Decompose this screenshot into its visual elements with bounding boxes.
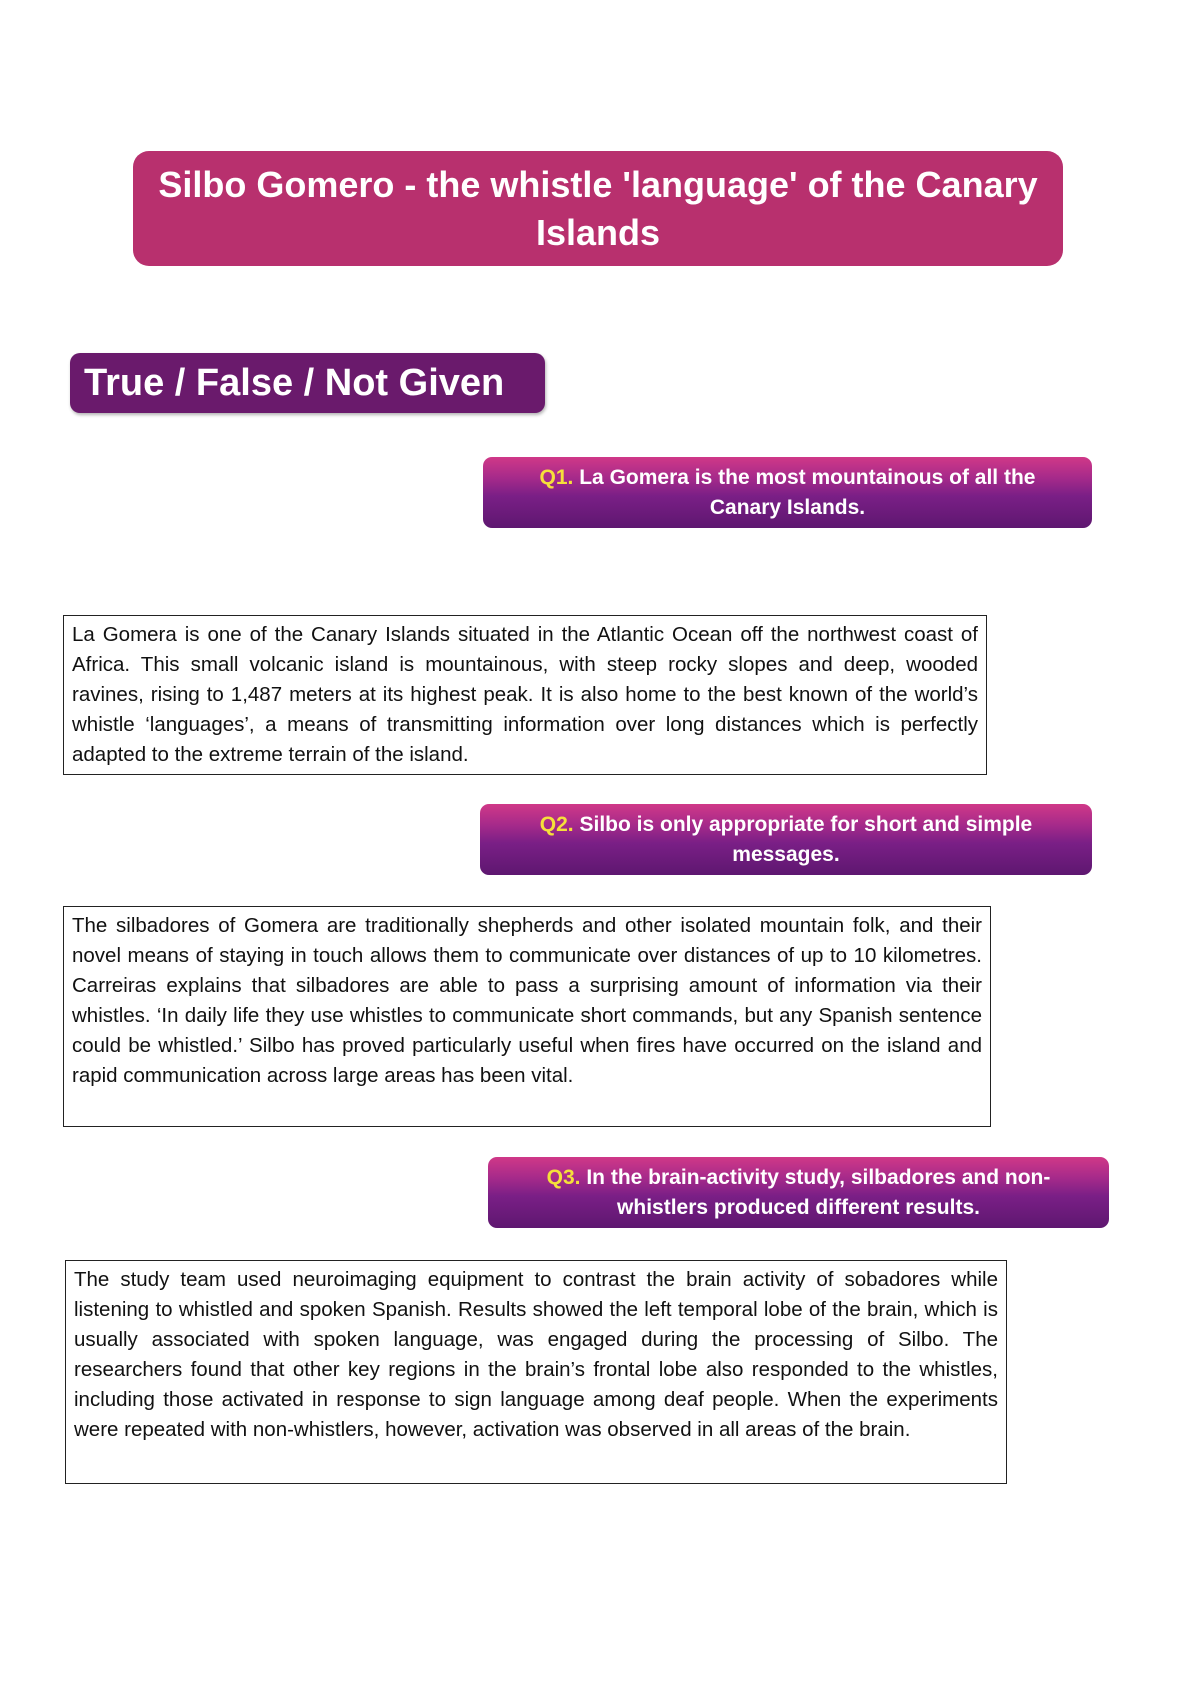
question-2-statement: Silbo is only appropriate for short and simple messages. (579, 812, 1033, 866)
question-3-box (488, 1157, 1109, 1228)
passage-2: The silbadores of Gomera are traditionally shepherds and other isolated mountain folk, and their novel means of staying in touch allows them to communicate over distances of up to 10 kilometres. Carreiras explains that silbadores are able to pass a surprising amount of information via their whistles. ‘In daily life they use whistles to communicate short commands, but any Spanish sentence could be whistled.’ Silbo has proved particularly useful when fires have occurred on the island and rapid communication across large areas has been vital. (63, 906, 991, 1127)
passage-1: La Gomera is one of the Canary Islands situated in the Atlantic Ocean off the northwest coast of Africa. This small volcanic island is mountainous, with steep rocky slopes and deep, wooded ravines, rising to 1,487 meters at its highest peak. It is also home to the best known of the world’s whistle ‘languages’, a means of transmitting information over long distances which is perfectly adapted to the extreme terrain of the island. (63, 615, 987, 775)
question-1-statement: La Gomera is the most mountainous of all the Canary Islands. (579, 465, 1036, 519)
question-3-text (512, 1163, 1085, 1223)
question-2-box (480, 804, 1092, 875)
question-2-text (504, 810, 1068, 870)
question-1-text (507, 463, 1068, 523)
question-1-number: Q1. (539, 465, 574, 489)
question-3-statement: In the brain-activity study, silbadores and non-whistlers produced different results. (586, 1165, 1051, 1219)
page-title: Silbo Gomero - the whistle 'language' of the Canary Islands (158, 163, 1038, 253)
page-title-banner (133, 151, 1063, 266)
section-heading: True / False / Not Given (70, 353, 545, 413)
passage-3: The study team used neuroimaging equipment to contrast the brain activity of sobadores while listening to whistled and spoken Spanish. Results showed the left temporal lobe of the brain, which is usually associated with spoken language, was engaged during the processing of Silbo. The researchers found that other key regions in the brain’s frontal lobe also responded to the whistles, including those activated in response to sign language among deaf people. When the experiments were repeated with non-whistlers, however, activation was observed in all areas of the brain. (65, 1260, 1007, 1484)
question-2-number: Q2. (539, 812, 574, 836)
question-3-number: Q3. (546, 1165, 581, 1189)
question-1-box (483, 457, 1092, 528)
